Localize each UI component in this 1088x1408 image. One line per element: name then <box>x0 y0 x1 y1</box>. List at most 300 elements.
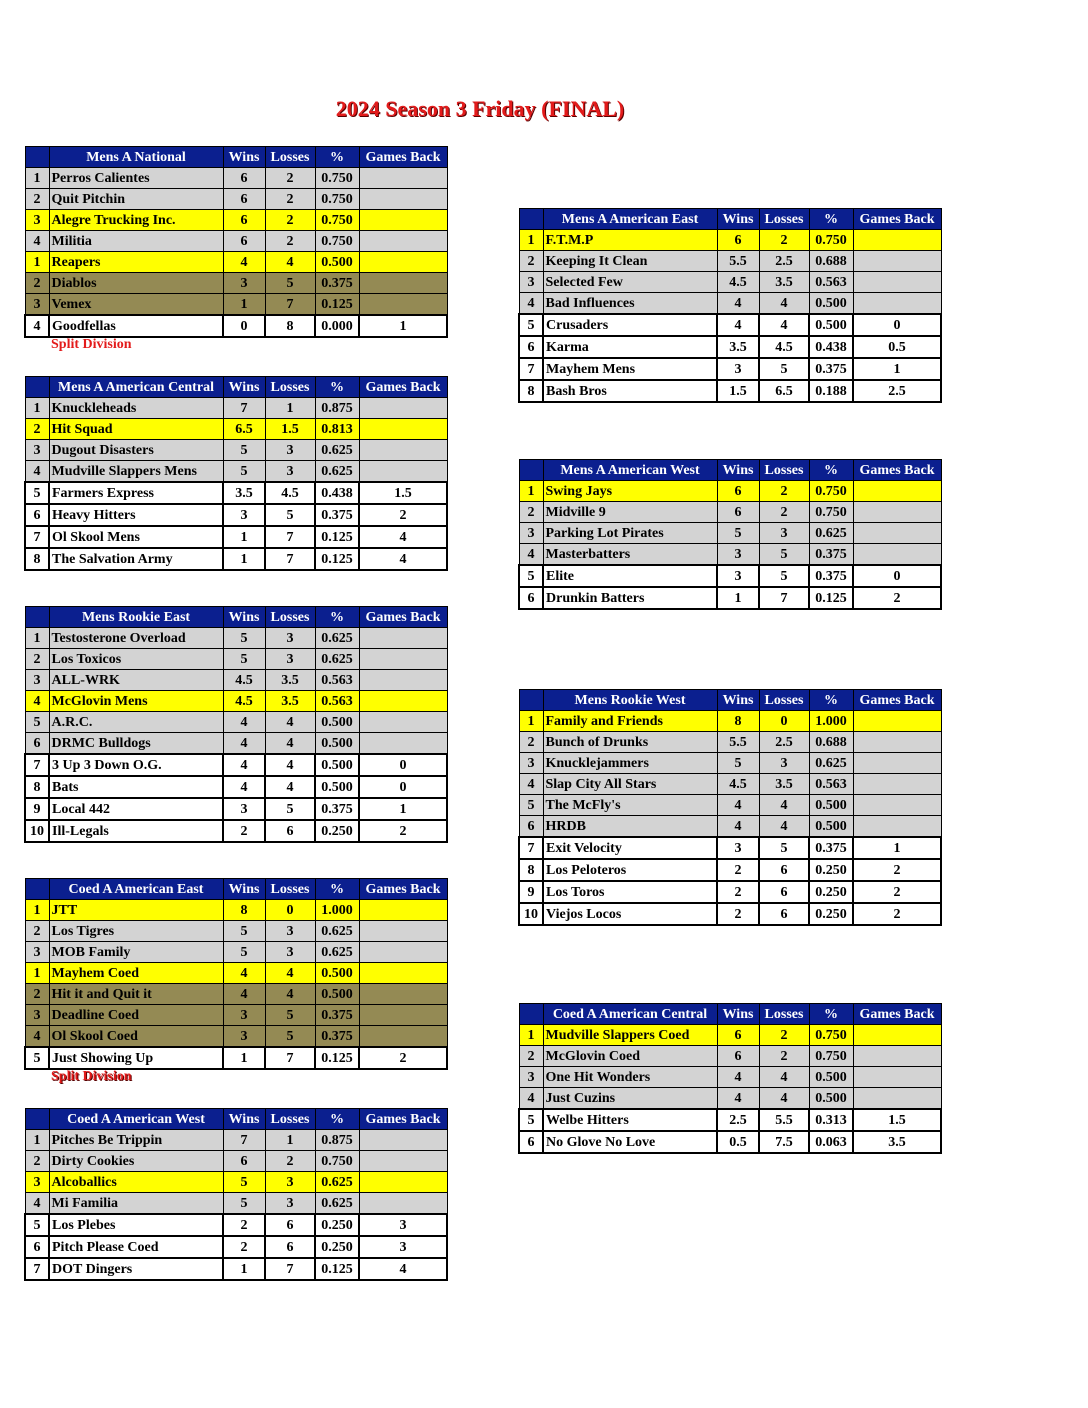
games-back-cell: 4 <box>359 526 447 548</box>
games-back-cell <box>359 294 447 316</box>
rank-cell: 9 <box>25 798 49 820</box>
team-name-cell: The Salvation Army <box>49 548 223 570</box>
pct-cell: 0.563 <box>809 774 853 795</box>
page-title: 2024 Season 3 Friday (FINAL) <box>335 96 625 121</box>
table-row <box>25 273 447 294</box>
pct-cell: 0.500 <box>315 733 359 755</box>
header-division-name: Coed A American Central <box>543 1004 717 1025</box>
team-name-cell: HRDB <box>543 816 717 838</box>
games-back-cell: 3 <box>359 1236 447 1258</box>
games-back-cell <box>359 921 447 942</box>
wins-cell: 1 <box>223 548 265 570</box>
wins-cell: 7 <box>223 398 265 419</box>
rank-cell: 1 <box>25 628 49 649</box>
table-row <box>519 293 941 315</box>
team-name-cell: Karma <box>543 336 717 358</box>
table-row <box>519 1046 941 1067</box>
header-losses: Losses <box>759 1004 809 1025</box>
wins-cell: 6.5 <box>223 419 265 440</box>
games-back-cell <box>853 1088 941 1110</box>
rank-cell: 4 <box>25 1193 49 1215</box>
table-row <box>25 963 447 984</box>
table-header-row <box>519 460 941 481</box>
losses-cell: 3.5 <box>265 670 315 691</box>
header-wins: Wins <box>223 607 265 628</box>
wins-cell: 6 <box>717 481 759 502</box>
table-row <box>25 504 447 526</box>
table-row <box>519 314 941 336</box>
header-division-name: Mens Rookie West <box>543 690 717 711</box>
wins-cell: 6 <box>717 502 759 523</box>
wins-cell: 3 <box>223 798 265 820</box>
pct-cell: 0.750 <box>809 502 853 523</box>
games-back-cell <box>359 273 447 294</box>
table-row <box>25 1130 447 1151</box>
wins-cell: 5 <box>717 523 759 544</box>
games-back-cell <box>359 984 447 1005</box>
losses-cell: 2 <box>265 189 315 210</box>
wins-cell: 6 <box>223 231 265 252</box>
wins-cell: 3.5 <box>223 482 265 504</box>
games-back-cell: 0.5 <box>853 336 941 358</box>
pct-cell: 0.750 <box>809 481 853 502</box>
rank-cell: 3 <box>25 1005 49 1026</box>
header-wins: Wins <box>717 690 759 711</box>
rank-cell: 5 <box>25 1214 49 1236</box>
pct-cell: 0.000 <box>315 315 359 337</box>
team-name-cell: Goodfellas <box>49 315 223 337</box>
losses-cell: 4 <box>265 754 315 776</box>
team-name-cell: Selected Few <box>543 272 717 293</box>
rank-cell: 10 <box>519 903 543 925</box>
rank-cell: 1 <box>25 168 49 189</box>
losses-cell: 2 <box>759 502 809 523</box>
games-back-cell: 0 <box>853 565 941 587</box>
split-division-note: Split Division <box>51 1069 132 1084</box>
games-back-cell: 0 <box>853 314 941 336</box>
header-division-name: Mens A American Central <box>49 377 223 398</box>
wins-cell: 3 <box>223 504 265 526</box>
table-row <box>25 252 447 273</box>
games-back-cell <box>853 1025 941 1046</box>
standings-table <box>24 146 448 338</box>
wins-cell: 1 <box>223 1047 265 1069</box>
games-back-cell <box>853 230 941 251</box>
wins-cell: 5 <box>223 1172 265 1193</box>
games-back-cell <box>359 1026 447 1048</box>
pct-cell: 0.375 <box>809 837 853 859</box>
losses-cell: 5 <box>265 1026 315 1048</box>
team-name-cell: Los Peloteros <box>543 859 717 881</box>
rank-cell: 5 <box>519 314 543 336</box>
table-row <box>25 210 447 231</box>
team-name-cell: Elite <box>543 565 717 587</box>
pct-cell: 0.125 <box>315 548 359 570</box>
wins-cell: 4 <box>223 252 265 273</box>
rank-cell: 1 <box>519 230 543 251</box>
pct-cell: 0.500 <box>315 984 359 1005</box>
table-row <box>519 732 941 753</box>
rank-cell: 2 <box>25 273 49 294</box>
pct-cell: 0.500 <box>315 252 359 273</box>
team-name-cell: McGlovin Mens <box>49 691 223 712</box>
rank-cell: 7 <box>25 1258 49 1280</box>
team-name-cell: ALL-WRK <box>49 670 223 691</box>
pct-cell: 0.625 <box>315 649 359 670</box>
team-name-cell: Pitches Be Trippin <box>49 1130 223 1151</box>
table-row <box>25 900 447 921</box>
team-name-cell: Farmers Express <box>49 482 223 504</box>
team-name-cell: Pitch Please Coed <box>49 1236 223 1258</box>
table-row <box>25 398 447 419</box>
table-row <box>25 649 447 670</box>
losses-cell: 7 <box>265 294 315 316</box>
wins-cell: 4 <box>717 293 759 315</box>
rank-cell: 6 <box>519 587 543 609</box>
wins-cell: 2.5 <box>717 1109 759 1131</box>
rank-cell: 3 <box>25 210 49 231</box>
wins-cell: 6 <box>223 168 265 189</box>
pct-cell: 0.500 <box>809 816 853 838</box>
games-back-cell <box>853 774 941 795</box>
losses-cell: 3.5 <box>265 691 315 712</box>
rank-cell: 5 <box>25 1047 49 1069</box>
losses-cell: 1.5 <box>265 419 315 440</box>
rank-cell: 6 <box>519 336 543 358</box>
header-rank <box>519 1004 543 1025</box>
games-back-cell <box>359 168 447 189</box>
wins-cell: 1 <box>717 587 759 609</box>
rank-cell: 4 <box>519 293 543 315</box>
losses-cell: 3.5 <box>759 272 809 293</box>
header-games-back: Games Back <box>853 209 941 230</box>
rank-cell: 2 <box>25 189 49 210</box>
games-back-cell <box>853 502 941 523</box>
losses-cell: 3 <box>265 1193 315 1215</box>
team-name-cell: Just Showing Up <box>49 1047 223 1069</box>
losses-cell: 5 <box>759 565 809 587</box>
losses-cell: 3 <box>265 440 315 461</box>
table-row <box>519 859 941 881</box>
team-name-cell: Knucklejammers <box>543 753 717 774</box>
table-row <box>25 440 447 461</box>
rank-cell: 7 <box>519 837 543 859</box>
pct-cell: 0.375 <box>315 273 359 294</box>
rank-cell: 2 <box>519 1046 543 1067</box>
header-pct: % <box>809 1004 853 1025</box>
header-games-back: Games Back <box>853 1004 941 1025</box>
pct-cell: 0.313 <box>809 1109 853 1131</box>
wins-cell: 3 <box>717 358 759 380</box>
pct-cell: 1.000 <box>809 711 853 732</box>
table-row <box>25 1026 447 1048</box>
pct-cell: 0.750 <box>315 168 359 189</box>
losses-cell: 4 <box>265 963 315 984</box>
team-name-cell: Hit Squad <box>49 419 223 440</box>
header-losses: Losses <box>265 1109 315 1130</box>
header-pct: % <box>315 147 359 168</box>
wins-cell: 2 <box>223 1236 265 1258</box>
games-back-cell: 0 <box>359 776 447 798</box>
games-back-cell: 1 <box>853 358 941 380</box>
table-row <box>25 921 447 942</box>
team-name-cell: F.T.M.P <box>543 230 717 251</box>
team-name-cell: Exit Velocity <box>543 837 717 859</box>
header-rank <box>519 209 543 230</box>
rank-cell: 3 <box>25 1172 49 1193</box>
games-back-cell: 1 <box>359 315 447 337</box>
team-name-cell: Testosterone Overload <box>49 628 223 649</box>
pct-cell: 0.250 <box>315 820 359 842</box>
games-back-cell <box>853 251 941 272</box>
games-back-cell <box>853 293 941 315</box>
standings-table <box>518 1003 942 1154</box>
header-rank <box>519 460 543 481</box>
rank-cell: 5 <box>25 482 49 504</box>
wins-cell: 1 <box>223 526 265 548</box>
header-losses: Losses <box>265 879 315 900</box>
wins-cell: 4 <box>223 776 265 798</box>
games-back-cell: 3.5 <box>853 1131 941 1153</box>
losses-cell: 2 <box>759 230 809 251</box>
wins-cell: 5 <box>223 649 265 670</box>
rank-cell: 6 <box>25 1236 49 1258</box>
table-header-row <box>25 1109 447 1130</box>
header-wins: Wins <box>717 460 759 481</box>
rank-cell: 5 <box>25 712 49 733</box>
team-name-cell: Bash Bros <box>543 380 717 402</box>
team-name-cell: Bad Influences <box>543 293 717 315</box>
games-back-cell: 2 <box>853 881 941 903</box>
table-row <box>519 1109 941 1131</box>
games-back-cell <box>853 272 941 293</box>
games-back-cell <box>359 1005 447 1026</box>
table-row <box>25 942 447 963</box>
losses-cell: 4 <box>759 293 809 315</box>
games-back-cell: 2 <box>359 1047 447 1069</box>
header-wins: Wins <box>717 209 759 230</box>
standings-table <box>24 878 448 1070</box>
rank-cell: 5 <box>519 795 543 816</box>
losses-cell: 2 <box>265 210 315 231</box>
rank-cell: 3 <box>25 942 49 963</box>
team-name-cell: No Glove No Love <box>543 1131 717 1153</box>
header-pct: % <box>315 1109 359 1130</box>
table-row <box>519 881 941 903</box>
team-name-cell: Ol Skool Mens <box>49 526 223 548</box>
pct-cell: 0.688 <box>809 732 853 753</box>
wins-cell: 3 <box>717 544 759 566</box>
games-back-cell: 2 <box>853 903 941 925</box>
pct-cell: 0.250 <box>315 1236 359 1258</box>
wins-cell: 1 <box>223 294 265 316</box>
pct-cell: 0.750 <box>315 210 359 231</box>
team-name-cell: Keeping It Clean <box>543 251 717 272</box>
pct-cell: 0.250 <box>809 881 853 903</box>
rank-cell: 4 <box>25 231 49 252</box>
table-row <box>519 523 941 544</box>
team-name-cell: McGlovin Coed <box>543 1046 717 1067</box>
pct-cell: 0.375 <box>315 1026 359 1048</box>
losses-cell: 3 <box>265 921 315 942</box>
losses-cell: 7 <box>265 1258 315 1280</box>
pct-cell: 0.063 <box>809 1131 853 1153</box>
wins-cell: 8 <box>717 711 759 732</box>
table-row <box>25 628 447 649</box>
losses-cell: 2 <box>759 1025 809 1046</box>
team-name-cell: Knuckleheads <box>49 398 223 419</box>
rank-cell: 1 <box>25 1130 49 1151</box>
games-back-cell <box>853 732 941 753</box>
table-row <box>25 691 447 712</box>
pct-cell: 0.500 <box>315 963 359 984</box>
rank-cell: 1 <box>519 481 543 502</box>
pct-cell: 0.563 <box>809 272 853 293</box>
games-back-cell <box>359 900 447 921</box>
header-wins: Wins <box>223 1109 265 1130</box>
games-back-cell <box>853 1046 941 1067</box>
pct-cell: 0.750 <box>315 231 359 252</box>
rank-cell: 3 <box>519 1067 543 1088</box>
pct-cell: 0.500 <box>809 314 853 336</box>
pct-cell: 0.438 <box>809 336 853 358</box>
header-losses: Losses <box>759 690 809 711</box>
losses-cell: 6 <box>265 1214 315 1236</box>
team-name-cell: MOB Family <box>49 942 223 963</box>
pct-cell: 0.875 <box>315 398 359 419</box>
losses-cell: 0 <box>265 900 315 921</box>
team-name-cell: Alegre Trucking Inc. <box>49 210 223 231</box>
table-row <box>25 1172 447 1193</box>
rank-cell: 8 <box>25 548 49 570</box>
rank-cell: 1 <box>519 711 543 732</box>
header-games-back: Games Back <box>359 1109 447 1130</box>
pct-cell: 0.625 <box>315 628 359 649</box>
games-back-cell: 1 <box>853 837 941 859</box>
wins-cell: 5 <box>223 1193 265 1215</box>
wins-cell: 6 <box>717 1046 759 1067</box>
header-rank <box>25 1109 49 1130</box>
team-name-cell: Quit Pitchin <box>49 189 223 210</box>
wins-cell: 0.5 <box>717 1131 759 1153</box>
rank-cell: 7 <box>25 526 49 548</box>
pct-cell: 0.375 <box>315 504 359 526</box>
header-rank <box>25 879 49 900</box>
header-games-back: Games Back <box>359 377 447 398</box>
header-wins: Wins <box>223 147 265 168</box>
wins-cell: 2 <box>717 881 759 903</box>
standings-table <box>24 1108 448 1281</box>
rank-cell: 2 <box>519 251 543 272</box>
team-name-cell: Mayhem Coed <box>49 963 223 984</box>
team-name-cell: Militia <box>49 231 223 252</box>
wins-cell: 4 <box>223 712 265 733</box>
losses-cell: 6.5 <box>759 380 809 402</box>
header-pct: % <box>315 377 359 398</box>
wins-cell: 3 <box>223 1026 265 1048</box>
games-back-cell: 3 <box>359 1214 447 1236</box>
team-name-cell: One Hit Wonders <box>543 1067 717 1088</box>
pct-cell: 0.688 <box>809 251 853 272</box>
wins-cell: 6 <box>223 210 265 231</box>
table-row <box>25 984 447 1005</box>
header-division-name: Mens A American East <box>543 209 717 230</box>
pct-cell: 0.750 <box>315 189 359 210</box>
pct-cell: 0.375 <box>809 565 853 587</box>
table-row <box>25 231 447 252</box>
losses-cell: 3 <box>265 461 315 483</box>
losses-cell: 4 <box>265 984 315 1005</box>
standings-table <box>518 689 942 926</box>
team-name-cell: A.R.C. <box>49 712 223 733</box>
table-row <box>25 1151 447 1172</box>
losses-cell: 4 <box>265 733 315 755</box>
header-losses: Losses <box>759 460 809 481</box>
games-back-cell <box>359 963 447 984</box>
header-wins: Wins <box>223 879 265 900</box>
pct-cell: 0.500 <box>809 795 853 816</box>
table-row <box>25 733 447 755</box>
losses-cell: 4 <box>265 252 315 273</box>
table-row <box>25 294 447 316</box>
games-back-cell <box>359 189 447 210</box>
rank-cell: 3 <box>519 523 543 544</box>
table-row <box>25 548 447 570</box>
wins-cell: 4 <box>223 963 265 984</box>
team-name-cell: Masterbatters <box>543 544 717 566</box>
games-back-cell <box>359 1172 447 1193</box>
losses-cell: 7 <box>265 548 315 570</box>
losses-cell: 2.5 <box>759 251 809 272</box>
team-name-cell: Diablos <box>49 273 223 294</box>
rank-cell: 7 <box>519 358 543 380</box>
losses-cell: 3 <box>265 628 315 649</box>
losses-cell: 4 <box>265 776 315 798</box>
table-row <box>519 336 941 358</box>
table-row <box>25 461 447 483</box>
rank-cell: 6 <box>519 816 543 838</box>
rank-cell: 1 <box>25 963 49 984</box>
wins-cell: 6 <box>223 189 265 210</box>
games-back-cell <box>359 670 447 691</box>
losses-cell: 7 <box>265 526 315 548</box>
games-back-cell <box>359 649 447 670</box>
rank-cell: 2 <box>25 921 49 942</box>
rank-cell: 4 <box>519 774 543 795</box>
losses-cell: 5 <box>759 837 809 859</box>
team-name-cell: DRMC Bulldogs <box>49 733 223 755</box>
team-name-cell: Bunch of Drunks <box>543 732 717 753</box>
games-back-cell <box>359 419 447 440</box>
games-back-cell: 1 <box>359 798 447 820</box>
games-back-cell: 1.5 <box>853 1109 941 1131</box>
team-name-cell: Viejos Locos <box>543 903 717 925</box>
losses-cell: 2 <box>265 231 315 252</box>
table-row <box>519 837 941 859</box>
pct-cell: 0.125 <box>315 1258 359 1280</box>
rank-cell: 6 <box>25 733 49 755</box>
pct-cell: 0.625 <box>315 440 359 461</box>
header-division-name: Mens A American West <box>543 460 717 481</box>
pct-cell: 0.500 <box>809 1088 853 1110</box>
pct-cell: 0.125 <box>315 526 359 548</box>
pct-cell: 0.625 <box>315 942 359 963</box>
table-row <box>519 544 941 566</box>
table-row <box>519 903 941 925</box>
losses-cell: 4 <box>759 314 809 336</box>
header-losses: Losses <box>265 377 315 398</box>
games-back-cell <box>853 1067 941 1088</box>
